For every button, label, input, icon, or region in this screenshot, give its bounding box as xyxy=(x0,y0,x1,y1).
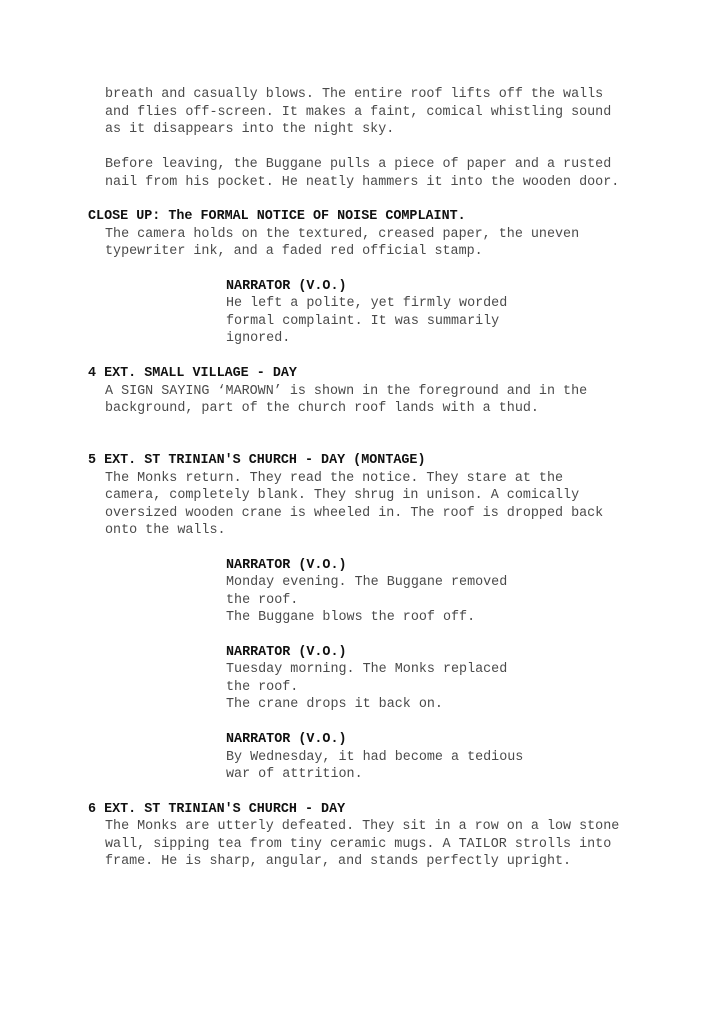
action-line: oversized wooden crane is wheeled in. The roof is dropped back xyxy=(105,505,604,521)
action-line: The Monks return. They read the notice. They stare at the xyxy=(105,470,564,486)
scene-heading: CLOSE UP: The FORMAL NOTICE OF NOISE COMPLAINT. xyxy=(88,209,466,224)
dialogue-line: The Buggane blows the roof off. xyxy=(226,610,476,625)
action-line: Before leaving, the Buggane pulls a piece of paper and a rusted xyxy=(105,157,612,172)
scene-heading: 5 EXT. ST TRINIAN'S CHURCH - DAY (MONTAGE) xyxy=(88,453,426,468)
action-line: breath and casually blows. The entire roof lifts off the walls xyxy=(105,87,604,102)
action-line: typewriter ink, and a faded red official stamp. xyxy=(105,244,483,259)
dialogue-line: the roof. xyxy=(226,679,299,695)
action-line: The camera holds on the textured, creased paper, the uneven xyxy=(105,226,580,242)
action-line: onto the walls. xyxy=(105,523,226,538)
action-line: A SIGN SAYING ‘MAROWN’ is shown in the foreground and in the xyxy=(105,383,588,399)
dialogue-line: Monday evening. The Buggane removed xyxy=(226,575,508,590)
action-line: nail from his pocket. He neatly hammers it into the wooden door. xyxy=(105,174,620,190)
dialogue-line: By Wednesday, it had become a tedious xyxy=(226,749,524,765)
action-line: wall, sipping tea from tiny ceramic mugs. A TAILOR strolls into xyxy=(105,836,612,852)
action-line: camera, completely blank. They shrug in unison. A comically xyxy=(105,488,580,503)
scene-heading: 4 EXT. SMALL VILLAGE - DAY xyxy=(88,366,297,381)
scene-heading: 6 EXT. ST TRINIAN'S CHURCH - DAY xyxy=(88,801,346,817)
character-name: NARRATOR (V.O.) xyxy=(226,644,347,660)
character-name: NARRATOR (V.O.) xyxy=(226,278,347,294)
dialogue-line: the roof. xyxy=(226,592,299,608)
action-line: background, part of the church roof lands with a thud. xyxy=(105,401,539,416)
dialogue-line: war of attrition. xyxy=(226,767,363,782)
dialogue-line: The crane drops it back on. xyxy=(226,697,443,712)
action-line: as it disappears into the night sky. xyxy=(105,122,395,137)
action-line: frame. He is sharp, angular, and stands perfectly upright. xyxy=(105,854,572,869)
character-name: NARRATOR (V.O.) xyxy=(226,557,347,573)
dialogue-line: formal complaint. It was summarily xyxy=(226,313,500,329)
dialogue-line: ignored. xyxy=(226,331,291,346)
character-name: NARRATOR (V.O.) xyxy=(226,732,347,747)
action-line: The Monks are utterly defeated. They sit in a row on a low stone xyxy=(105,819,620,834)
dialogue-line: He left a polite, yet firmly worded xyxy=(226,296,508,311)
dialogue-line: Tuesday morning. The Monks replaced xyxy=(226,662,508,677)
action-line: and flies off-screen. It makes a faint, comical whistling sound xyxy=(105,104,612,120)
